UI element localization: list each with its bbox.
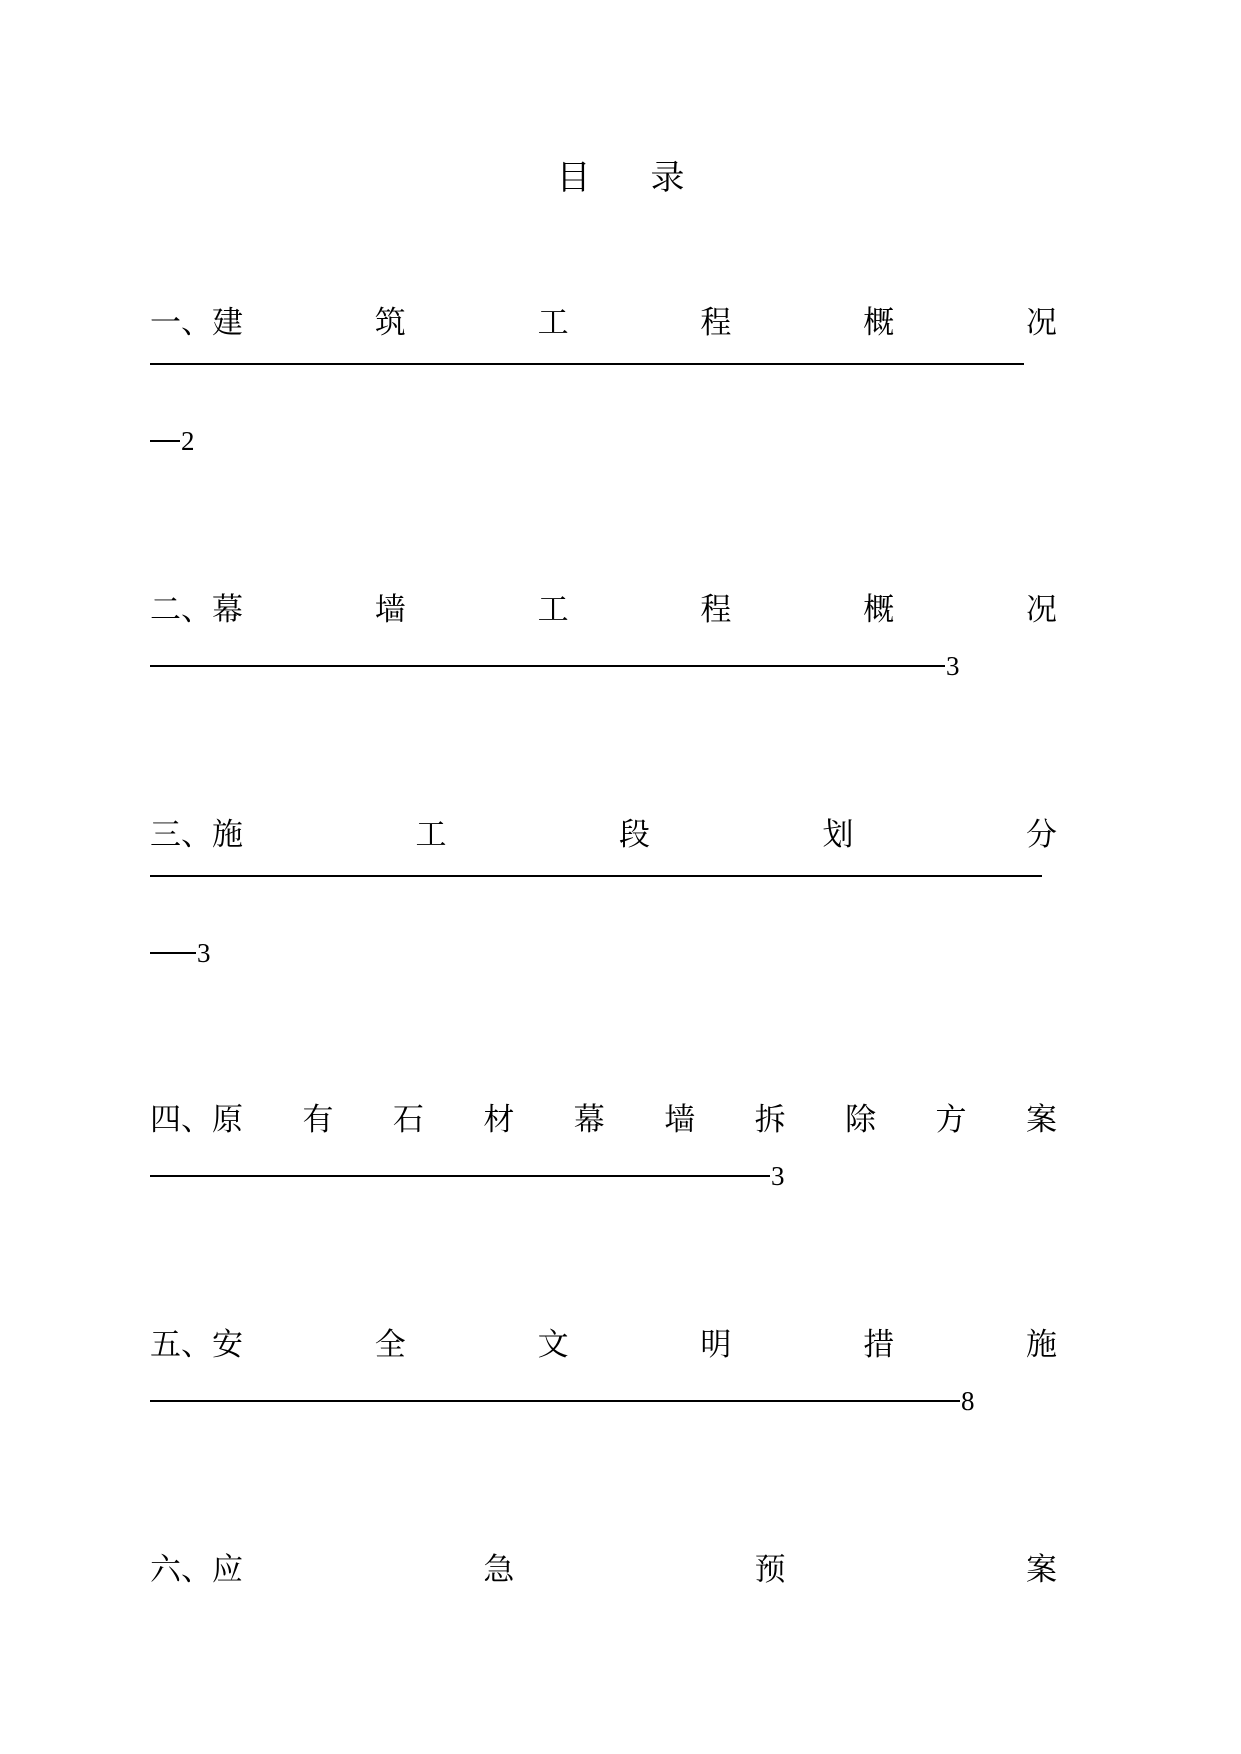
heading-char: 程: [700, 305, 732, 341]
leader-dashes: [150, 952, 196, 954]
heading-char: 划: [822, 817, 854, 853]
heading-char: 段: [619, 817, 650, 853]
heading-char: 预: [754, 1552, 786, 1588]
page-number: 3: [197, 938, 211, 968]
toc-entry-heading: [150, 1100, 1057, 1140]
toc-title-char: 目: [556, 158, 591, 198]
heading-char: 急: [483, 1552, 515, 1588]
toc-entry-heading: [150, 303, 1057, 343]
page-number: 3: [771, 1161, 785, 1191]
leader-dashes: [150, 1175, 770, 1177]
leader-dashes: [150, 1400, 960, 1402]
heading-char: 六、应: [150, 1552, 243, 1588]
toc-leader-line: [150, 650, 960, 682]
heading-char: 措: [863, 1327, 895, 1363]
heading-char: 拆: [754, 1102, 786, 1138]
heading-char: 概: [863, 305, 895, 341]
toc-entry-heading: [150, 1550, 1057, 1590]
page-number: 3: [946, 651, 960, 681]
page-number: 8: [961, 1386, 975, 1416]
heading-char: 况: [1025, 592, 1057, 628]
toc-leader-line: [150, 937, 211, 969]
leader-dashes: [150, 875, 1042, 877]
heading-char: 案: [1025, 1102, 1057, 1138]
toc-leader-line: [150, 875, 1043, 877]
toc-leader-line: [150, 363, 1025, 365]
page-number: 2: [181, 426, 195, 456]
toc-entry[interactable]: [150, 1100, 1057, 1191]
heading-char: 五、安: [150, 1327, 243, 1363]
heading-char: 墙: [664, 1102, 696, 1138]
leader-dashes: [150, 440, 180, 442]
heading-char: 全: [374, 1327, 406, 1363]
toc-leader-line: [150, 1160, 785, 1192]
heading-char: 材: [483, 1102, 515, 1138]
heading-char: 四、原: [150, 1102, 243, 1138]
toc-leader-line: [150, 425, 195, 457]
heading-char: 墙: [374, 592, 406, 628]
heading-char: 工: [415, 817, 447, 853]
heading-char: 案: [1025, 1552, 1057, 1588]
heading-char: 工: [537, 592, 569, 628]
heading-char: 石: [392, 1102, 424, 1138]
heading-char: 一、建: [150, 305, 243, 341]
heading-char: 工: [537, 305, 569, 341]
heading-char: 筑: [374, 305, 406, 341]
toc-entry[interactable]: [150, 1325, 1057, 1416]
heading-char: 三、施: [150, 817, 243, 853]
toc-entry[interactable]: [150, 1550, 1057, 1590]
heading-char: 程: [700, 592, 732, 628]
toc-entry[interactable]: [150, 590, 1057, 681]
heading-char: 除: [845, 1102, 877, 1138]
heading-char: 有: [302, 1102, 334, 1138]
leader-dashes: [150, 363, 1024, 365]
heading-char: 分: [1026, 817, 1057, 853]
heading-char: 况: [1025, 305, 1057, 341]
toc-entry-heading: [150, 1325, 1057, 1365]
heading-char: 明: [700, 1327, 732, 1363]
toc-entry[interactable]: [150, 815, 1057, 968]
toc-leader-line: [150, 1385, 975, 1417]
leader-dashes: [150, 665, 945, 667]
heading-char: 幕: [573, 1102, 605, 1138]
heading-char: 文: [537, 1327, 569, 1363]
toc-entry-heading: [150, 815, 1057, 855]
heading-char: 方: [935, 1102, 967, 1138]
toc-title-char: 录: [650, 158, 685, 198]
toc-entry-heading: [150, 590, 1057, 630]
heading-char: 概: [863, 592, 895, 628]
toc-entry[interactable]: [150, 303, 1057, 456]
heading-char: 施: [1025, 1327, 1057, 1363]
toc-title: [0, 158, 1241, 198]
heading-char: 二、幕: [150, 592, 243, 628]
